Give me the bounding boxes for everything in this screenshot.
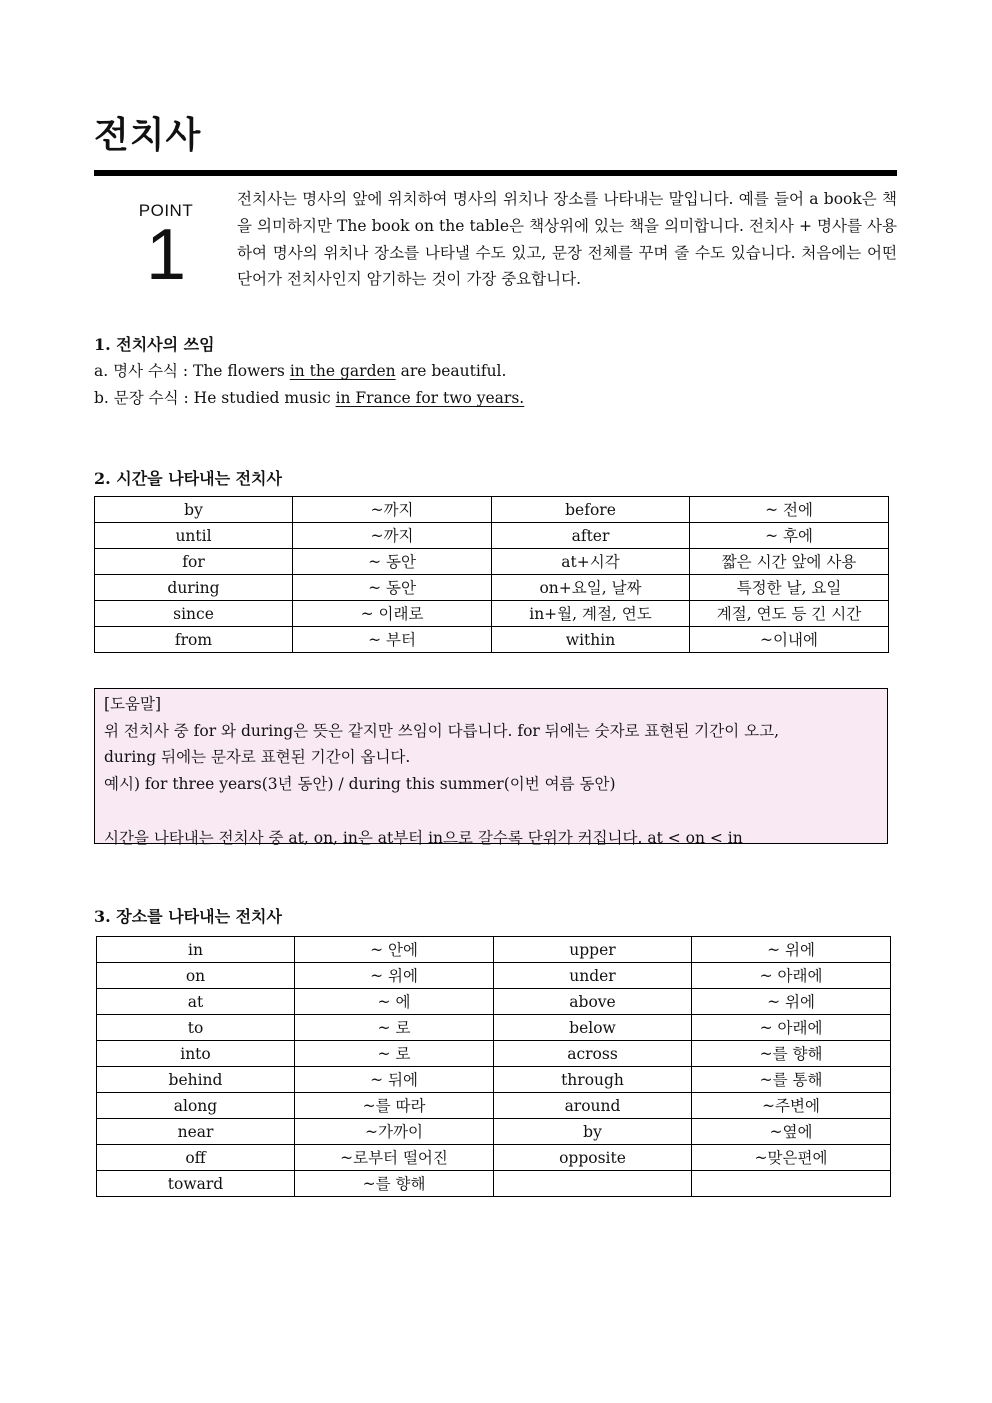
table-row <box>97 1119 891 1145</box>
table-cell: across <box>494 1041 692 1067</box>
table-cell: on+요일, 날짜 <box>492 575 690 601</box>
table-cell: by <box>95 497 293 523</box>
table-cell: for <box>95 549 293 575</box>
table-cell: ~ 전에 <box>690 497 889 523</box>
table-cell: near <box>97 1119 295 1145</box>
table-cell: off <box>97 1145 295 1171</box>
usage-a-underlined: in the garden <box>289 362 396 380</box>
table-cell: 짧은 시간 앞에 사용 <box>690 549 889 575</box>
usage-line-a <box>94 360 506 382</box>
table-cell: during <box>95 575 293 601</box>
table-cell: ~ 부터 <box>293 627 492 653</box>
table-cell: ~ 이래로 <box>293 601 492 627</box>
table-cell: ~ 로 <box>295 1041 494 1067</box>
usage-b-underlined: in France for two years. <box>335 389 525 407</box>
table-cell: ~를 통해 <box>692 1067 891 1093</box>
table-cell: 계절, 연도 등 긴 시간 <box>690 601 889 627</box>
table-row <box>95 601 889 627</box>
section3-heading: 3. 장소를 나타내는 전치사 <box>94 907 282 926</box>
table-cell: ~ 동안 <box>293 549 492 575</box>
table-cell: behind <box>97 1067 295 1093</box>
table-row <box>95 627 889 653</box>
table-cell: ~를 향해 <box>692 1041 891 1067</box>
table-row <box>97 1041 891 1067</box>
place-prepositions-table <box>96 936 891 1197</box>
table-row <box>97 1093 891 1119</box>
table-cell: in <box>97 937 295 963</box>
table-row <box>97 1171 891 1197</box>
table-cell: within <box>492 627 690 653</box>
table-cell: to <box>97 1015 295 1041</box>
table-cell: after <box>492 523 690 549</box>
table-cell: above <box>494 989 692 1015</box>
table-cell: ~를 따라 <box>295 1093 494 1119</box>
table-row <box>97 937 891 963</box>
table-cell: ~ 안에 <box>295 937 494 963</box>
table-row <box>95 497 889 523</box>
usage-b-prefix: b. 문장 수식 : He studied music <box>94 389 336 407</box>
table-cell: along <box>97 1093 295 1119</box>
table-cell: toward <box>97 1171 295 1197</box>
table-cell: ~ 위에 <box>295 963 494 989</box>
table-cell: upper <box>494 937 692 963</box>
help-line-1: 위 전치사 중 for 와 during은 뜻은 같지만 쓰임이 다릅니다. for 뒤에는 숫자로 표현된 기간이 오고, <box>104 721 780 740</box>
point-box <box>130 200 202 295</box>
table-cell: before <box>492 497 690 523</box>
table-cell: 특정한 날, 요일 <box>690 575 889 601</box>
table-cell: ~ 위에 <box>692 937 891 963</box>
table-cell: ~이내에 <box>690 627 889 653</box>
table-cell: ~ 로 <box>295 1015 494 1041</box>
help-blank-line <box>104 798 878 825</box>
table-cell: in+월, 계절, 연도 <box>492 601 690 627</box>
table-cell: around <box>494 1093 692 1119</box>
table-row <box>97 1015 891 1041</box>
table-cell: at <box>97 989 295 1015</box>
table-cell <box>494 1171 692 1197</box>
intro-text: 전치사는 명사의 앞에 위치하여 명사의 위치나 장소를 나타내는 말입니다. 예를 들어 a book은 책을 의미하지만 The book on the table은 책상위에 있는 책을 의미합니다. 전치사 + 명사를 사용하여 명사의 위치나 장소를 나타낼 수도 있고, 문장 전체를 꾸며 줄 수도 있습니다. 처음에는 어떤 단어가 전치사인지 암기하는 것이 가장 중요합니다. <box>237 190 897 289</box>
help-box <box>94 688 888 847</box>
table-row <box>97 989 891 1015</box>
table-cell: ~까지 <box>293 497 492 523</box>
table-cell: ~를 향해 <box>295 1171 494 1197</box>
title-rule <box>94 170 897 176</box>
table-row <box>95 523 889 549</box>
table-row <box>97 963 891 989</box>
table-row <box>97 1145 891 1171</box>
usage-a-suffix: are beautiful. <box>395 362 507 380</box>
table-cell: by <box>494 1119 692 1145</box>
help-title: [도움말] <box>104 695 162 713</box>
table-cell: ~까지 <box>293 523 492 549</box>
table-cell: ~ 위에 <box>692 989 891 1015</box>
point-label: POINT <box>138 201 194 220</box>
table-cell: ~ 에 <box>295 989 494 1015</box>
table-cell: from <box>95 627 293 653</box>
place-table-body <box>97 937 891 1197</box>
table-cell: ~맞은편에 <box>692 1145 891 1171</box>
help-line-4: 시간을 나타내는 전치사 중 at, on, in은 at부터 in으로 갈수록 단위가 커집니다. at < on < in <box>104 828 743 847</box>
table-row <box>95 575 889 601</box>
help-line-2: during 뒤에는 문자로 표현된 기간이 옵니다. <box>104 748 411 767</box>
table-cell: on <box>97 963 295 989</box>
table-cell: below <box>494 1015 692 1041</box>
table-cell: ~ 후에 <box>690 523 889 549</box>
table-cell: ~로부터 떨어진 <box>295 1145 494 1171</box>
table-row <box>95 549 889 575</box>
usage-a-prefix: a. 명사 수식 : The flowers <box>94 362 290 380</box>
point-number: 1 <box>145 215 187 295</box>
table-cell: ~ 동안 <box>293 575 492 601</box>
table-cell: ~주변에 <box>692 1093 891 1119</box>
page-title: 전치사 <box>94 115 202 156</box>
time-prepositions-table <box>94 496 889 653</box>
table-cell: ~가까이 <box>295 1119 494 1145</box>
time-table-body <box>95 497 889 653</box>
usage-line-b <box>94 387 524 409</box>
table-cell: until <box>95 523 293 549</box>
table-cell: at+시각 <box>492 549 690 575</box>
table-cell: ~옆에 <box>692 1119 891 1145</box>
intro-paragraph <box>237 186 897 293</box>
help-line-3: 예시) for three years(3년 동안) / during this summer(이번 여름 동안) <box>104 775 616 794</box>
table-cell: ~ 아래에 <box>692 963 891 989</box>
table-cell: ~ 아래에 <box>692 1015 891 1041</box>
table-cell: through <box>494 1067 692 1093</box>
table-cell: under <box>494 963 692 989</box>
section1-heading: 1. 전치사의 쓰임 <box>94 335 215 354</box>
table-cell <box>692 1171 891 1197</box>
table-cell: opposite <box>494 1145 692 1171</box>
table-cell: into <box>97 1041 295 1067</box>
table-cell: since <box>95 601 293 627</box>
table-cell: ~ 뒤에 <box>295 1067 494 1093</box>
section2-heading: 2. 시간을 나타내는 전치사 <box>94 469 282 488</box>
table-row <box>97 1067 891 1093</box>
